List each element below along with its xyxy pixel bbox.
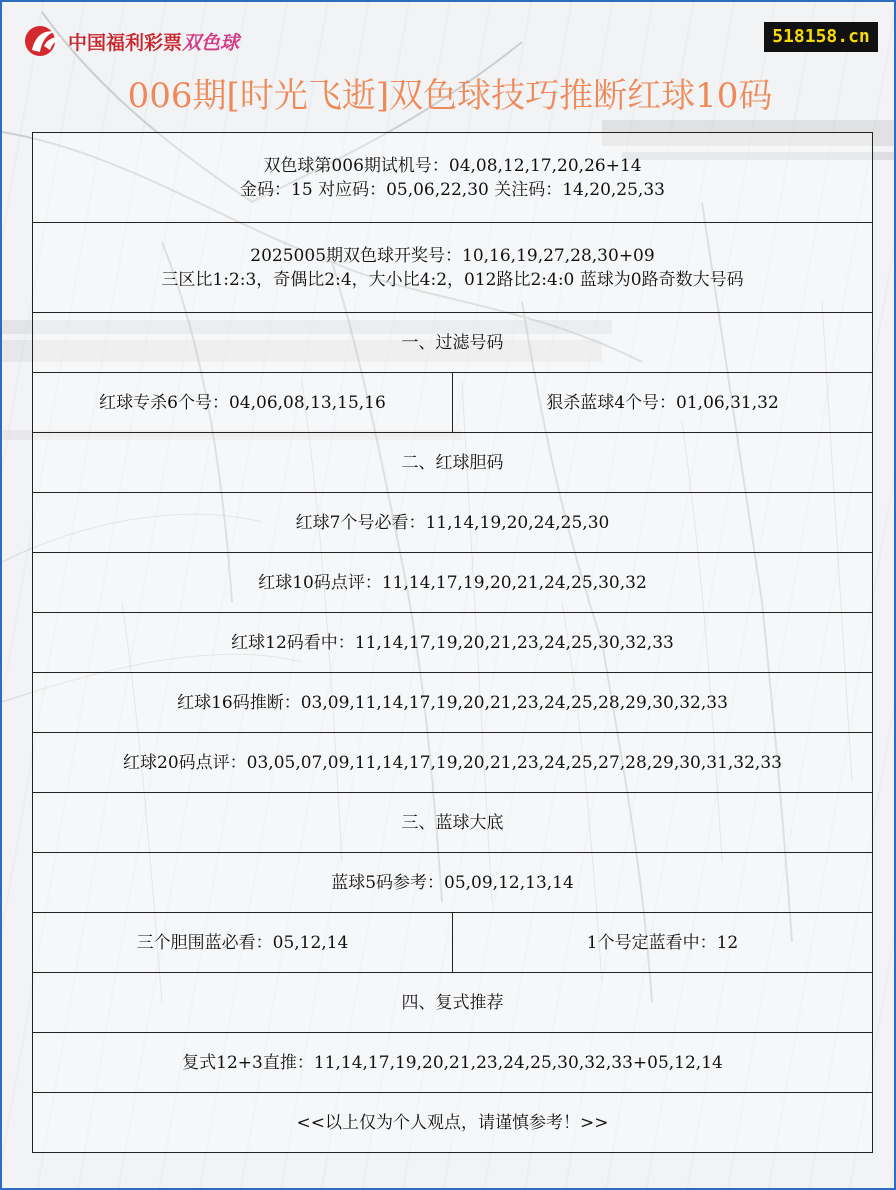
draw-result-cell — [33, 223, 873, 313]
table-row — [33, 553, 873, 613]
table-row — [33, 133, 873, 223]
table-row — [33, 973, 873, 1033]
site-badge: 518158.cn — [764, 22, 878, 52]
blue-kill-cell: 狠杀蓝球4个号：01,06,31,32 — [453, 373, 873, 433]
trial-number-cell — [33, 133, 873, 223]
prediction-table — [32, 132, 873, 1153]
red-16-cell: 红球16码推断：03,09,11,14,17,19,20,21,23,24,25,28,29,30,32,33 — [33, 673, 873, 733]
draw-result-text: 2025005期双色球开奖号：10,16,19,27,28,30+09 — [250, 245, 655, 266]
table-row — [33, 433, 873, 493]
section-heading-blue: 三、蓝球大底 — [33, 793, 873, 853]
page-title: 006期[时光飞逝]双色球技巧推断红球10码 — [127, 76, 773, 116]
red-12-cell: 红球12码看中：11,14,17,19,20,21,23,24,25,30,32,33 — [33, 613, 873, 673]
blue-5-cell: 蓝球5码参考：05,09,12,13,14 — [33, 853, 873, 913]
gold-code-text: 金码：15 对应码：05,06,22,30 关注码：14,20,25,33 — [240, 179, 665, 200]
section-heading-filter: 一、过滤号码 — [33, 313, 873, 373]
red-7-cell: 红球7个号必看：11,14,19,20,24,25,30 — [33, 493, 873, 553]
logo-text-game: 双色球 — [182, 31, 240, 54]
red-20-cell: 红球20码点评：03,05,07,09,11,14,17,19,20,21,23,24,25,27,28,29,30,31,32,33 — [33, 733, 873, 793]
red-10-cell: 红球10码点评：11,14,17,19,20,21,24,25,30,32 — [33, 553, 873, 613]
lottery-logo — [20, 24, 239, 58]
trial-number-text: 双色球第006期试机号：04,08,12,17,20,26+14 — [263, 155, 642, 176]
red-kill-cell: 红球专杀6个号：04,06,08,13,15,16 — [33, 373, 453, 433]
blue-3-cell: 三个胆围蓝必看：05,12,14 — [33, 913, 453, 973]
table-row — [33, 613, 873, 673]
table-row — [33, 913, 873, 973]
table-row — [33, 793, 873, 853]
table-row — [33, 493, 873, 553]
table-row — [33, 1033, 873, 1093]
table-row — [33, 673, 873, 733]
logo-text-main: 中国福利彩票 — [68, 31, 183, 54]
section-heading-combo: 四、复式推荐 — [33, 973, 873, 1033]
table-row — [33, 853, 873, 913]
combo-cell: 复式12+3直推：11,14,17,19,20,21,23,24,25,30,32,33+05,12,14 — [33, 1033, 873, 1093]
logo-text — [68, 28, 239, 55]
disclaimer-cell: <<以上仅为个人观点，请谨慎参考！>> — [33, 1093, 873, 1153]
blue-1-cell: 1个号定蓝看中：12 — [453, 913, 873, 973]
section-heading-red-core: 二、红球胆码 — [33, 433, 873, 493]
welfare-lottery-logo-icon — [20, 24, 66, 58]
table-row — [33, 733, 873, 793]
table-row — [33, 373, 873, 433]
table-row — [33, 1093, 873, 1153]
draw-analysis-text: 三区比1:2:3，奇偶比2:4，大小比4:2，012路比2:4:0 蓝球为0路奇数大号码 — [161, 269, 744, 290]
table-row — [33, 313, 873, 373]
table-row — [33, 223, 873, 313]
